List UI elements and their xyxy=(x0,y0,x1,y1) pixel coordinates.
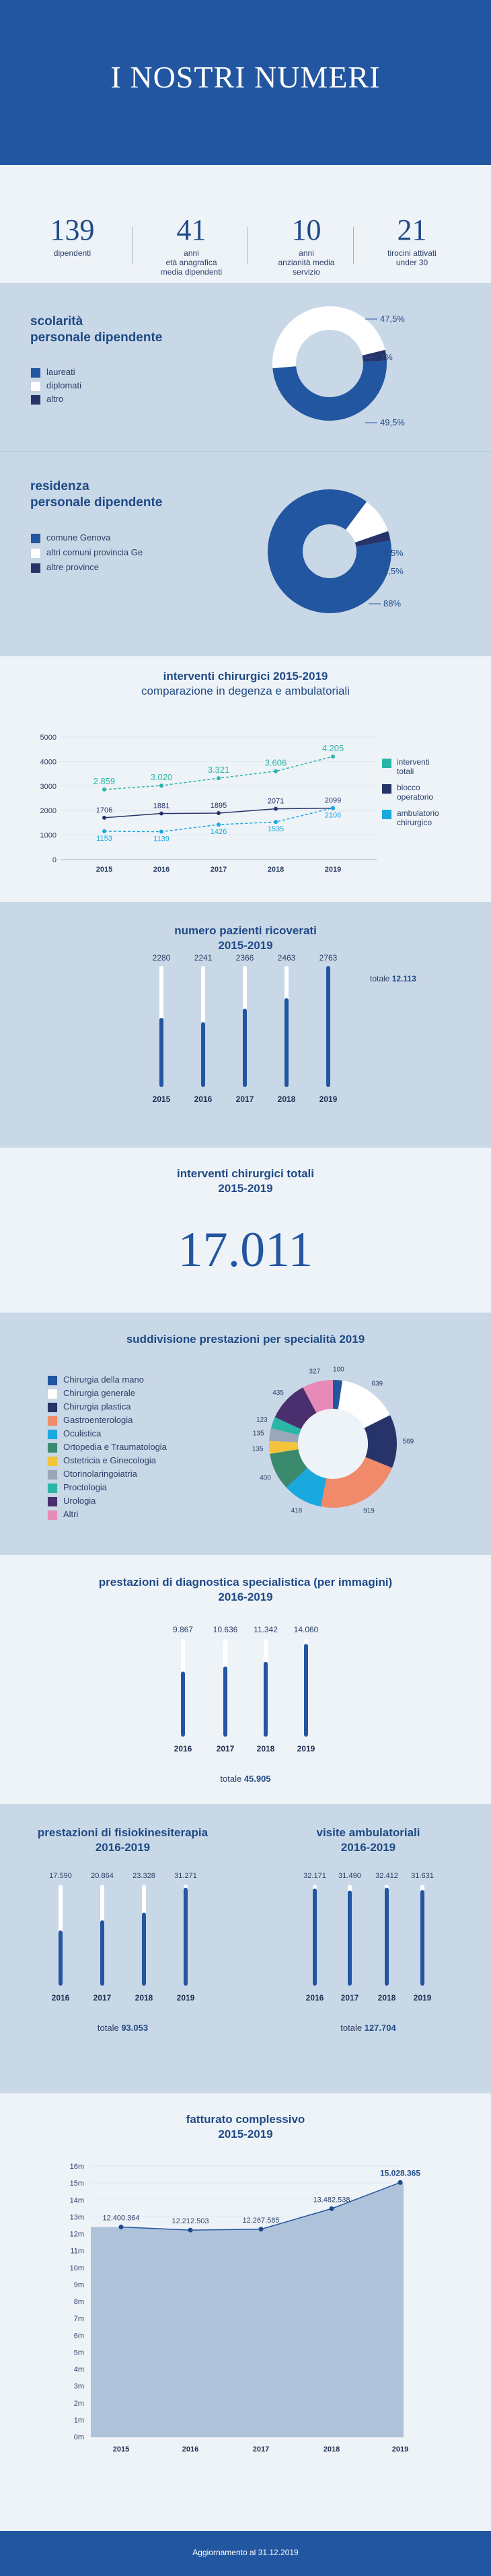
legend-swatch xyxy=(47,1483,58,1494)
residenza-pct-label: 2,5% xyxy=(383,566,404,576)
slice-value-label: 400 xyxy=(260,1474,271,1482)
data-point xyxy=(330,2206,334,2211)
ricoverati-total-label: totale xyxy=(370,974,390,983)
visite-title: visite ambulatoriali 2016-2019 xyxy=(316,1826,420,1854)
bar-value-label: 2463 xyxy=(277,953,296,963)
bar-category-label: 2017 xyxy=(235,1094,254,1104)
slice-value-label: 100 xyxy=(333,1366,344,1374)
y-tick-label: 7m xyxy=(73,2315,84,2324)
x-tick-label: 2016 xyxy=(182,2445,199,2453)
residenza-pct-label: 88% xyxy=(383,598,402,608)
kpi-value: 21 xyxy=(397,213,427,246)
bar-category-label: 2018 xyxy=(277,1094,296,1104)
legend-label: Oculistica xyxy=(63,1428,102,1438)
specialita-legend-item xyxy=(47,1442,167,1453)
bar-value-label: 9.867 xyxy=(172,1625,194,1634)
data-label: 15.028.365 xyxy=(379,2168,421,2178)
y-tick-label: 3m xyxy=(73,2382,84,2391)
residenza-title: residenza personale dipendente xyxy=(30,479,163,510)
bar-value-label: 20.864 xyxy=(91,1872,114,1880)
page-title: I NOSTRI NUMERI xyxy=(110,60,381,94)
legend-swatch xyxy=(47,1442,58,1453)
data-label: 1706 xyxy=(96,806,113,814)
y-tick-label: 13m xyxy=(69,2213,84,2222)
y-tick-label: 0 xyxy=(52,856,56,864)
totali-value: 17.011 xyxy=(178,1222,313,1278)
legend-label: altri comuni provincia Ge xyxy=(46,547,143,557)
diagnostica-total-label: totale xyxy=(220,1774,242,1784)
kpi-label: anni età anagrafica media dipendenti xyxy=(160,248,223,277)
legend-swatch xyxy=(47,1402,58,1413)
data-label: 2071 xyxy=(267,797,285,806)
y-tick-label: 2000 xyxy=(40,807,56,816)
footer xyxy=(0,2531,491,2576)
bar-category-label: 2019 xyxy=(413,1993,432,2003)
y-tick-label: 12m xyxy=(69,2230,84,2239)
residenza-pct-label: 9,5% xyxy=(383,548,404,558)
bar-category-label: 2017 xyxy=(216,1744,235,1753)
legend-swatch xyxy=(382,759,391,768)
data-label: 1426 xyxy=(210,828,227,837)
legend-swatch xyxy=(47,1456,58,1467)
y-tick-label: 1000 xyxy=(40,831,56,840)
y-tick-label: 9m xyxy=(73,2281,84,2289)
scolarita-legend-item xyxy=(30,380,81,392)
legend-label: Ostetricia e Ginecologia xyxy=(63,1455,157,1465)
specialita-legend-item xyxy=(47,1455,156,1467)
x-tick-label: 2017 xyxy=(252,2445,270,2453)
legend-swatch xyxy=(30,563,41,573)
residenza-legend-item xyxy=(30,547,143,559)
interventi-legend-item xyxy=(382,808,439,827)
totali-title: interventi chirurgici totali 2015-2019 xyxy=(176,1167,315,1195)
y-tick-label: 10m xyxy=(69,2264,84,2272)
legend-swatch xyxy=(47,1389,58,1399)
x-tick-label: 2018 xyxy=(323,2445,340,2453)
interventi-subtitle: comparazione in degenza e ambulatoriali xyxy=(141,685,350,697)
footer-text: Aggiornamento al 31.12.2019 xyxy=(192,2548,299,2557)
slice-value-label: 135 xyxy=(252,1445,264,1453)
bar xyxy=(385,1888,389,1986)
ricoverati-section xyxy=(0,902,491,1148)
data-label: 4.205 xyxy=(322,742,344,753)
specialita-title: suddivisione prestazioni per specialità 2019 xyxy=(126,1333,365,1346)
legend-swatch xyxy=(30,394,41,405)
ricoverati-bar-chart xyxy=(0,902,491,1148)
x-tick-label: 2018 xyxy=(267,866,285,874)
y-tick-label: 4m xyxy=(73,2365,84,2374)
bar-value-label: 31.631 xyxy=(411,1872,434,1880)
data-point xyxy=(331,755,335,759)
bar xyxy=(326,966,330,1087)
bar-value-label: 14.060 xyxy=(293,1625,319,1634)
y-tick-label: 15m xyxy=(69,2180,84,2188)
specialita-legend-item xyxy=(47,1415,133,1426)
bar-category-label: 2015 xyxy=(152,1094,171,1104)
y-tick-label: 5000 xyxy=(40,734,56,742)
data-point xyxy=(398,2180,403,2185)
data-label: 3.020 xyxy=(150,772,173,783)
scolarita-slice xyxy=(272,361,387,421)
diagnostica-total xyxy=(0,1774,491,1784)
bar xyxy=(420,1890,424,1986)
y-tick-label: 1m xyxy=(73,2416,84,2425)
legend-swatch xyxy=(382,810,391,819)
interventi-line-chart xyxy=(0,656,491,902)
bar xyxy=(223,1667,227,1737)
data-label: 1153 xyxy=(96,835,112,843)
bar-value-label: 17.590 xyxy=(49,1872,72,1880)
fatturato-title: fatturato complessivo 2015-2019 xyxy=(186,2113,305,2140)
bar-value-label: 11.342 xyxy=(254,1625,278,1634)
specialita-legend-item xyxy=(47,1509,78,1521)
bar-category-label: 2019 xyxy=(297,1744,315,1753)
visite-total-value: 127.704 xyxy=(364,2023,396,2033)
data-point xyxy=(217,823,221,827)
legend-label: diplomati xyxy=(46,380,82,390)
y-tick-label: 5m xyxy=(73,2348,84,2357)
bar-category-label: 2016 xyxy=(174,1744,192,1753)
bar xyxy=(59,1930,63,1986)
fisio-visite-section xyxy=(0,1804,491,2093)
legend-label: ambulatorio chirurgico xyxy=(397,808,439,827)
data-point xyxy=(159,812,163,816)
data-label: 2099 xyxy=(324,796,342,805)
kpi-section xyxy=(0,165,491,283)
scolarita-section xyxy=(0,283,491,451)
data-label: 12.212.503 xyxy=(172,2217,209,2226)
bar-value-label: 32.171 xyxy=(303,1872,326,1880)
bar xyxy=(181,1671,185,1737)
legend-swatch xyxy=(47,1496,58,1507)
x-tick-label: 2019 xyxy=(391,2445,409,2453)
slice-value-label: 418 xyxy=(291,1507,303,1515)
slice-value-label: 135 xyxy=(252,1430,264,1438)
data-label: 3.321 xyxy=(207,765,230,775)
data-point xyxy=(259,2227,264,2231)
y-tick-label: 4000 xyxy=(40,758,56,767)
donut-hole xyxy=(298,1409,368,1479)
specialita-legend-item xyxy=(47,1482,107,1494)
data-point xyxy=(331,806,335,810)
diagnostica-bar-chart xyxy=(0,1555,491,1804)
specialita-legend-item xyxy=(47,1374,144,1386)
scolarita-legend-item xyxy=(30,394,63,405)
data-point xyxy=(119,2225,124,2229)
data-label: 1881 xyxy=(153,802,170,810)
legend-label: Chirurgia generale xyxy=(63,1388,135,1398)
bar-category-label: 2016 xyxy=(194,1094,213,1104)
bar-category-label: 2018 xyxy=(135,1993,153,2003)
bar-value-label: 31.271 xyxy=(174,1872,197,1880)
specialita-legend-item xyxy=(47,1496,96,1507)
bar xyxy=(184,1888,188,1986)
bar-category-label: 2016 xyxy=(51,1993,70,2003)
legend-swatch xyxy=(47,1429,58,1440)
bar-value-label: 2241 xyxy=(194,953,213,963)
legend-swatch xyxy=(47,1375,58,1386)
diagnostica-total-value: 45.905 xyxy=(243,1774,271,1784)
legend-swatch xyxy=(30,533,41,544)
slice-value-label: 919 xyxy=(363,1507,375,1515)
data-point xyxy=(102,829,106,833)
scolarita-title: scolarità personale dipendente xyxy=(30,314,163,345)
ricoverati-title: numero pazienti ricoverati 2015-2019 xyxy=(174,924,317,952)
data-point xyxy=(217,776,221,780)
slice-value-label: 327 xyxy=(309,1368,321,1376)
data-label: 2106 xyxy=(324,811,342,820)
diagnostica-section xyxy=(0,1555,491,1804)
legend-swatch xyxy=(30,381,41,392)
data-label: 1139 xyxy=(153,835,169,843)
visite-total xyxy=(245,2023,491,2033)
bar-value-label: 32.412 xyxy=(375,1872,398,1880)
legend-swatch xyxy=(30,368,41,378)
x-tick-label: 2017 xyxy=(210,866,227,874)
header-banner xyxy=(0,0,491,165)
ricoverati-total xyxy=(370,974,416,983)
bar xyxy=(243,1008,247,1087)
y-tick-label: 8m xyxy=(73,2298,84,2306)
y-tick-label: 14m xyxy=(69,2196,84,2205)
legend-label: Chirurgia della mano xyxy=(63,1374,144,1385)
bar-category-label: 2019 xyxy=(176,1993,195,2003)
bar xyxy=(285,998,289,1087)
bar xyxy=(264,1662,268,1737)
data-label: 12.267.585 xyxy=(242,2216,280,2225)
legend-label: Altri xyxy=(63,1509,79,1519)
fatturato-area-chart xyxy=(0,2093,491,2531)
ricoverati-total-value: 12.113 xyxy=(391,974,416,983)
legend-label: Gastroenterologia xyxy=(63,1415,133,1425)
slice-value-label: 569 xyxy=(402,1438,414,1446)
bar xyxy=(201,1022,205,1087)
legend-label: interventi totali xyxy=(397,757,430,776)
data-label: 3.606 xyxy=(264,757,287,768)
x-tick-label: 2015 xyxy=(112,2445,130,2453)
kpi-value: 41 xyxy=(176,213,206,246)
kpi-value: 139 xyxy=(50,213,95,246)
y-tick-label: 11m xyxy=(70,2247,84,2256)
fisio-total-value: 93.053 xyxy=(121,2023,149,2033)
fisio-visite-bar-charts xyxy=(0,1804,491,2093)
slice-value-label: 123 xyxy=(256,1416,268,1424)
specialita-legend-item xyxy=(47,1469,137,1480)
fisio-total-label: totale xyxy=(97,2023,119,2033)
fatturato-section xyxy=(0,2093,491,2531)
scolarita-pct-label: 49,5% xyxy=(380,417,405,427)
legend-label: Ortopedia e Traumatologia xyxy=(63,1442,167,1452)
residenza-section xyxy=(0,451,491,656)
kpi-label: tirocini attivati under 30 xyxy=(387,248,437,267)
y-tick-label: 3000 xyxy=(40,782,56,791)
bar-category-label: 2016 xyxy=(305,1993,324,2003)
legend-label: Urologia xyxy=(63,1496,96,1506)
y-tick-label: 6m xyxy=(73,2332,84,2340)
data-point xyxy=(188,2228,193,2233)
bar-value-label: 31.490 xyxy=(338,1872,361,1880)
residenza-legend-item xyxy=(30,562,99,573)
data-label: 2.859 xyxy=(93,775,116,786)
specialita-section xyxy=(0,1313,491,1555)
data-point xyxy=(102,816,106,820)
legend-swatch xyxy=(382,784,391,794)
slice-value-label: 639 xyxy=(371,1380,383,1388)
legend-label: Proctologia xyxy=(63,1482,108,1492)
legend-label: comune Genova xyxy=(46,532,111,543)
data-point xyxy=(274,807,278,811)
legend-label: altro xyxy=(46,394,64,404)
bar xyxy=(100,1920,104,1986)
data-point xyxy=(274,820,278,824)
bar-value-label: 10.636 xyxy=(213,1625,238,1634)
bar-value-label: 2763 xyxy=(319,953,338,963)
data-point xyxy=(159,784,163,788)
data-label: 13.482.538 xyxy=(313,2196,350,2204)
kpi-divider xyxy=(353,227,354,264)
bar-category-label: 2017 xyxy=(340,1993,359,2003)
data-point xyxy=(159,830,163,834)
fisio-title: prestazioni di fisiokinesiterapia 2016-2019 xyxy=(37,1826,209,1854)
specialita-legend-item xyxy=(47,1388,135,1399)
bar xyxy=(348,1891,352,1986)
bar xyxy=(159,1018,163,1087)
legend-swatch xyxy=(47,1510,58,1521)
visite-total-label: totale xyxy=(340,2023,363,2033)
legend-label: altre province xyxy=(46,562,100,572)
legend-swatch xyxy=(47,1469,58,1480)
diagnostica-title: prestazioni di diagnostica specialistica (per immagini) 2016-2019 xyxy=(98,1576,393,1603)
bar xyxy=(304,1644,308,1737)
scolarita-pct-label: 47,5% xyxy=(380,314,405,324)
legend-swatch xyxy=(30,548,41,559)
x-tick-label: 2019 xyxy=(324,866,342,874)
data-label: 1535 xyxy=(267,825,285,834)
bar-category-label: 2019 xyxy=(319,1094,338,1104)
specialita-legend-item xyxy=(47,1401,130,1413)
data-label: 12.400.364 xyxy=(102,2214,140,2223)
interventi-section xyxy=(0,656,491,902)
legend-swatch xyxy=(47,1416,58,1426)
kpi-label: anni anzianità media servizio xyxy=(278,248,335,277)
kpi-value: 10 xyxy=(291,213,322,246)
bar xyxy=(142,1912,146,1986)
interventi-legend-item xyxy=(382,783,433,802)
x-tick-label: 2015 xyxy=(96,866,113,874)
scolarita-pct-label: 3% xyxy=(380,352,393,362)
totali-section xyxy=(0,1148,491,1313)
bar-category-label: 2017 xyxy=(93,1993,112,2003)
legend-label: Otorinolaringoiatria xyxy=(63,1469,137,1479)
legend-label: Chirurgia plastica xyxy=(63,1401,131,1412)
interventi-title: interventi chirurgici 2015-2019 xyxy=(163,670,328,683)
specialita-legend-item xyxy=(47,1428,101,1440)
y-tick-label: 0m xyxy=(73,2433,84,2441)
bar-value-label: 2366 xyxy=(235,953,254,963)
data-point xyxy=(102,788,106,792)
data-point xyxy=(217,811,221,815)
scolarita-legend-item xyxy=(30,367,75,378)
x-tick-label: 2016 xyxy=(153,866,170,874)
fisio-total xyxy=(0,2023,245,2033)
legend-label: laureati xyxy=(46,367,75,377)
slice-value-label: 435 xyxy=(272,1389,284,1397)
y-tick-label: 16m xyxy=(69,2163,84,2171)
data-point xyxy=(274,769,278,773)
bar xyxy=(313,1889,317,1986)
data-label: 1895 xyxy=(210,802,227,810)
kpi-label: dipendenti xyxy=(53,248,91,258)
bar-value-label: 23.328 xyxy=(133,1872,155,1880)
bar-category-label: 2018 xyxy=(377,1993,396,2003)
bar-category-label: 2018 xyxy=(256,1744,275,1753)
residenza-legend-item xyxy=(30,532,110,544)
interventi-legend-item xyxy=(382,757,430,776)
legend-label: blocco operatorio xyxy=(397,783,434,802)
bar-value-label: 2280 xyxy=(152,953,171,963)
y-tick-label: 2m xyxy=(73,2399,84,2408)
